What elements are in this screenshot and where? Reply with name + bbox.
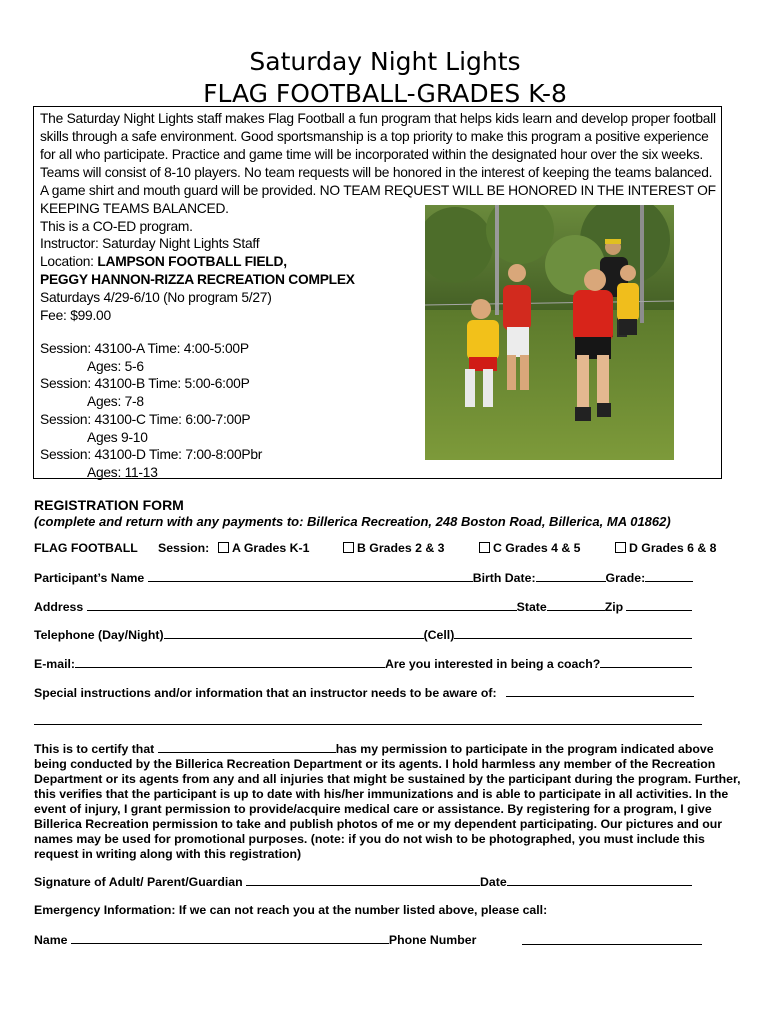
telephone-label: Telephone (Day/Night) xyxy=(34,628,164,642)
intro-paragraph: The Saturday Night Lights staff makes Flag Football a fun program that helps kids learn and develop proper football skills through a safe environment. Good sportsmanship is a top priority to make this program a positive experience for all who participate. Practice and game time will be incorporated within the designated hour over the six weeks. Teams will consist of 8-10 players. No team requests will be honored in the interest of keeping the teams balanced. A game shirt and mouth guard will be provided. NO TEAM REQUEST WILL BE HONORED IN THE INTEREST OF KEEPING TEAMS BALANCED. xyxy=(40,111,716,216)
emergency-name-field[interactable] xyxy=(71,932,389,944)
registration-heading: REGISTRATION FORM xyxy=(34,497,184,513)
grade-label: Grade: xyxy=(605,571,646,585)
coach-label: Are you interested in being a coach? xyxy=(385,657,601,671)
session-b-ages: Ages: 7-8 xyxy=(87,394,144,409)
state-field[interactable] xyxy=(547,599,605,611)
certify-first-line xyxy=(34,741,744,757)
flag-football-label: FLAG FOOTBALL xyxy=(34,541,138,555)
email-field[interactable] xyxy=(75,656,385,668)
certify-body: being conducted by the Billerica Recreation Department or its agents. I hold harmless any member of the Recreation Department or its agents from any and all injuries that might be sustained by the participant during the program. Further, this verifies that the participant is up to date with his/her immunizations and is able to participate in all activities. In the event of injury, I grant permission to provide/acquire medical care or assistance. By registering for a program, I give Billerica Recreation permission to take and publish photos of me or my dependent participating. Our pictures and our names may be used for promotional purposes. (note: if you do not wish to be photographed, you must include this request in writing along with this registration) xyxy=(34,757,741,861)
birth-date-field[interactable] xyxy=(536,570,606,582)
session-c-ages: Ages 9-10 xyxy=(87,430,148,445)
certify-suffix: has my permission to participate in the program indicated above xyxy=(335,742,714,756)
cell-label: (Cell) xyxy=(423,628,455,642)
option-c[interactable] xyxy=(479,541,580,555)
zip-label: Zip xyxy=(604,600,624,614)
option-a[interactable] xyxy=(218,541,309,555)
schedule-line: Saturdays 4/29-6/10 (No program 5/27) xyxy=(40,290,272,305)
session-c: Session: 43100-C Time: 6:00-7:00P xyxy=(40,412,251,427)
option-a-label: A Grades K-1 xyxy=(232,541,310,555)
date-field[interactable] xyxy=(507,874,692,886)
participant-row xyxy=(34,570,693,585)
grade-field[interactable] xyxy=(645,570,693,582)
certification-text xyxy=(34,741,744,862)
session-a-ages: Ages: 5-6 xyxy=(87,359,144,374)
zip-field[interactable] xyxy=(626,599,692,611)
emergency-contact-row xyxy=(34,932,476,947)
checkbox-b[interactable] xyxy=(343,542,354,553)
checkbox-d[interactable] xyxy=(615,542,626,553)
special-instructions-row xyxy=(34,685,694,700)
emergency-phone-field[interactable] xyxy=(522,944,702,945)
session-d: Session: 43100-D Time: 7:00-8:00Pbr xyxy=(40,447,263,462)
complex-name: PEGGY HANNON-RIZZA RECREATION COMPLEX xyxy=(40,272,355,287)
session-label: Session: xyxy=(158,541,210,555)
session-d-ages: Ages: 11-13 xyxy=(87,465,158,480)
coed-note: This is a CO-ED program. xyxy=(40,219,193,234)
page-subtitle: FLAG FOOTBALL-GRADES K-8 xyxy=(203,79,567,108)
certify-prefix: This is to certify that xyxy=(34,742,155,756)
location-value: LAMPSON FOOTBALL FIELD, xyxy=(97,254,287,269)
emergency-label: Emergency Information: If we can not reach you at the number listed above, please call: xyxy=(34,903,548,917)
session-selection-row xyxy=(34,541,138,555)
location-label: Location: xyxy=(40,254,98,269)
participant-certify-field[interactable] xyxy=(158,741,336,753)
address-label: Address xyxy=(34,600,84,614)
session-b: Session: 43100-B Time: 5:00-6:00P xyxy=(40,376,250,391)
option-d-label: D Grades 6 & 8 xyxy=(629,541,717,555)
address-row xyxy=(34,599,692,614)
option-c-label: C Grades 4 & 5 xyxy=(493,541,581,555)
signature-row xyxy=(34,874,692,889)
option-b[interactable] xyxy=(343,541,444,555)
session-a: Session: 43100-A Time: 4:00-5:00P xyxy=(40,341,249,356)
option-b-label: B Grades 2 & 3 xyxy=(357,541,445,555)
emergency-phone-label: Phone Number xyxy=(388,933,477,947)
email-row xyxy=(34,656,692,671)
checkbox-c[interactable] xyxy=(479,542,490,553)
email-label: E-mail: xyxy=(34,657,75,671)
telephone-field[interactable] xyxy=(164,627,424,639)
state-label: State xyxy=(516,600,547,614)
participant-name-field[interactable] xyxy=(148,570,473,582)
special-instructions-line-2[interactable] xyxy=(34,724,702,725)
emergency-name-label: Name xyxy=(34,933,68,947)
page-title: Saturday Night Lights xyxy=(249,47,521,76)
coach-field[interactable] xyxy=(600,656,692,668)
participant-name-label: Participant’s Name xyxy=(34,571,145,585)
instructor-line: Instructor: Saturday Night Lights Staff xyxy=(40,236,260,251)
address-field[interactable] xyxy=(87,599,517,611)
complex-line xyxy=(40,271,355,289)
special-instructions-label: Special instructions and/or information that an instructor needs to be aware of: xyxy=(34,686,497,700)
special-instructions-field[interactable] xyxy=(506,685,694,697)
telephone-row xyxy=(34,627,692,642)
date-label: Date xyxy=(480,875,507,889)
checkbox-a[interactable] xyxy=(218,542,229,553)
registration-subheading: (complete and return with any payments to: Billerica Recreation, 248 Boston Road, Billerica, MA 01862) xyxy=(34,514,671,529)
signature-label: Signature of Adult/ Parent/Guardian xyxy=(34,875,243,889)
option-d[interactable] xyxy=(615,541,716,555)
birth-date-label: Birth Date: xyxy=(472,571,536,585)
signature-field[interactable] xyxy=(246,874,480,886)
flag-football-photo xyxy=(425,205,674,460)
fee-line: Fee: $99.00 xyxy=(40,308,111,323)
cell-field[interactable] xyxy=(454,627,692,639)
location-line xyxy=(40,253,287,271)
